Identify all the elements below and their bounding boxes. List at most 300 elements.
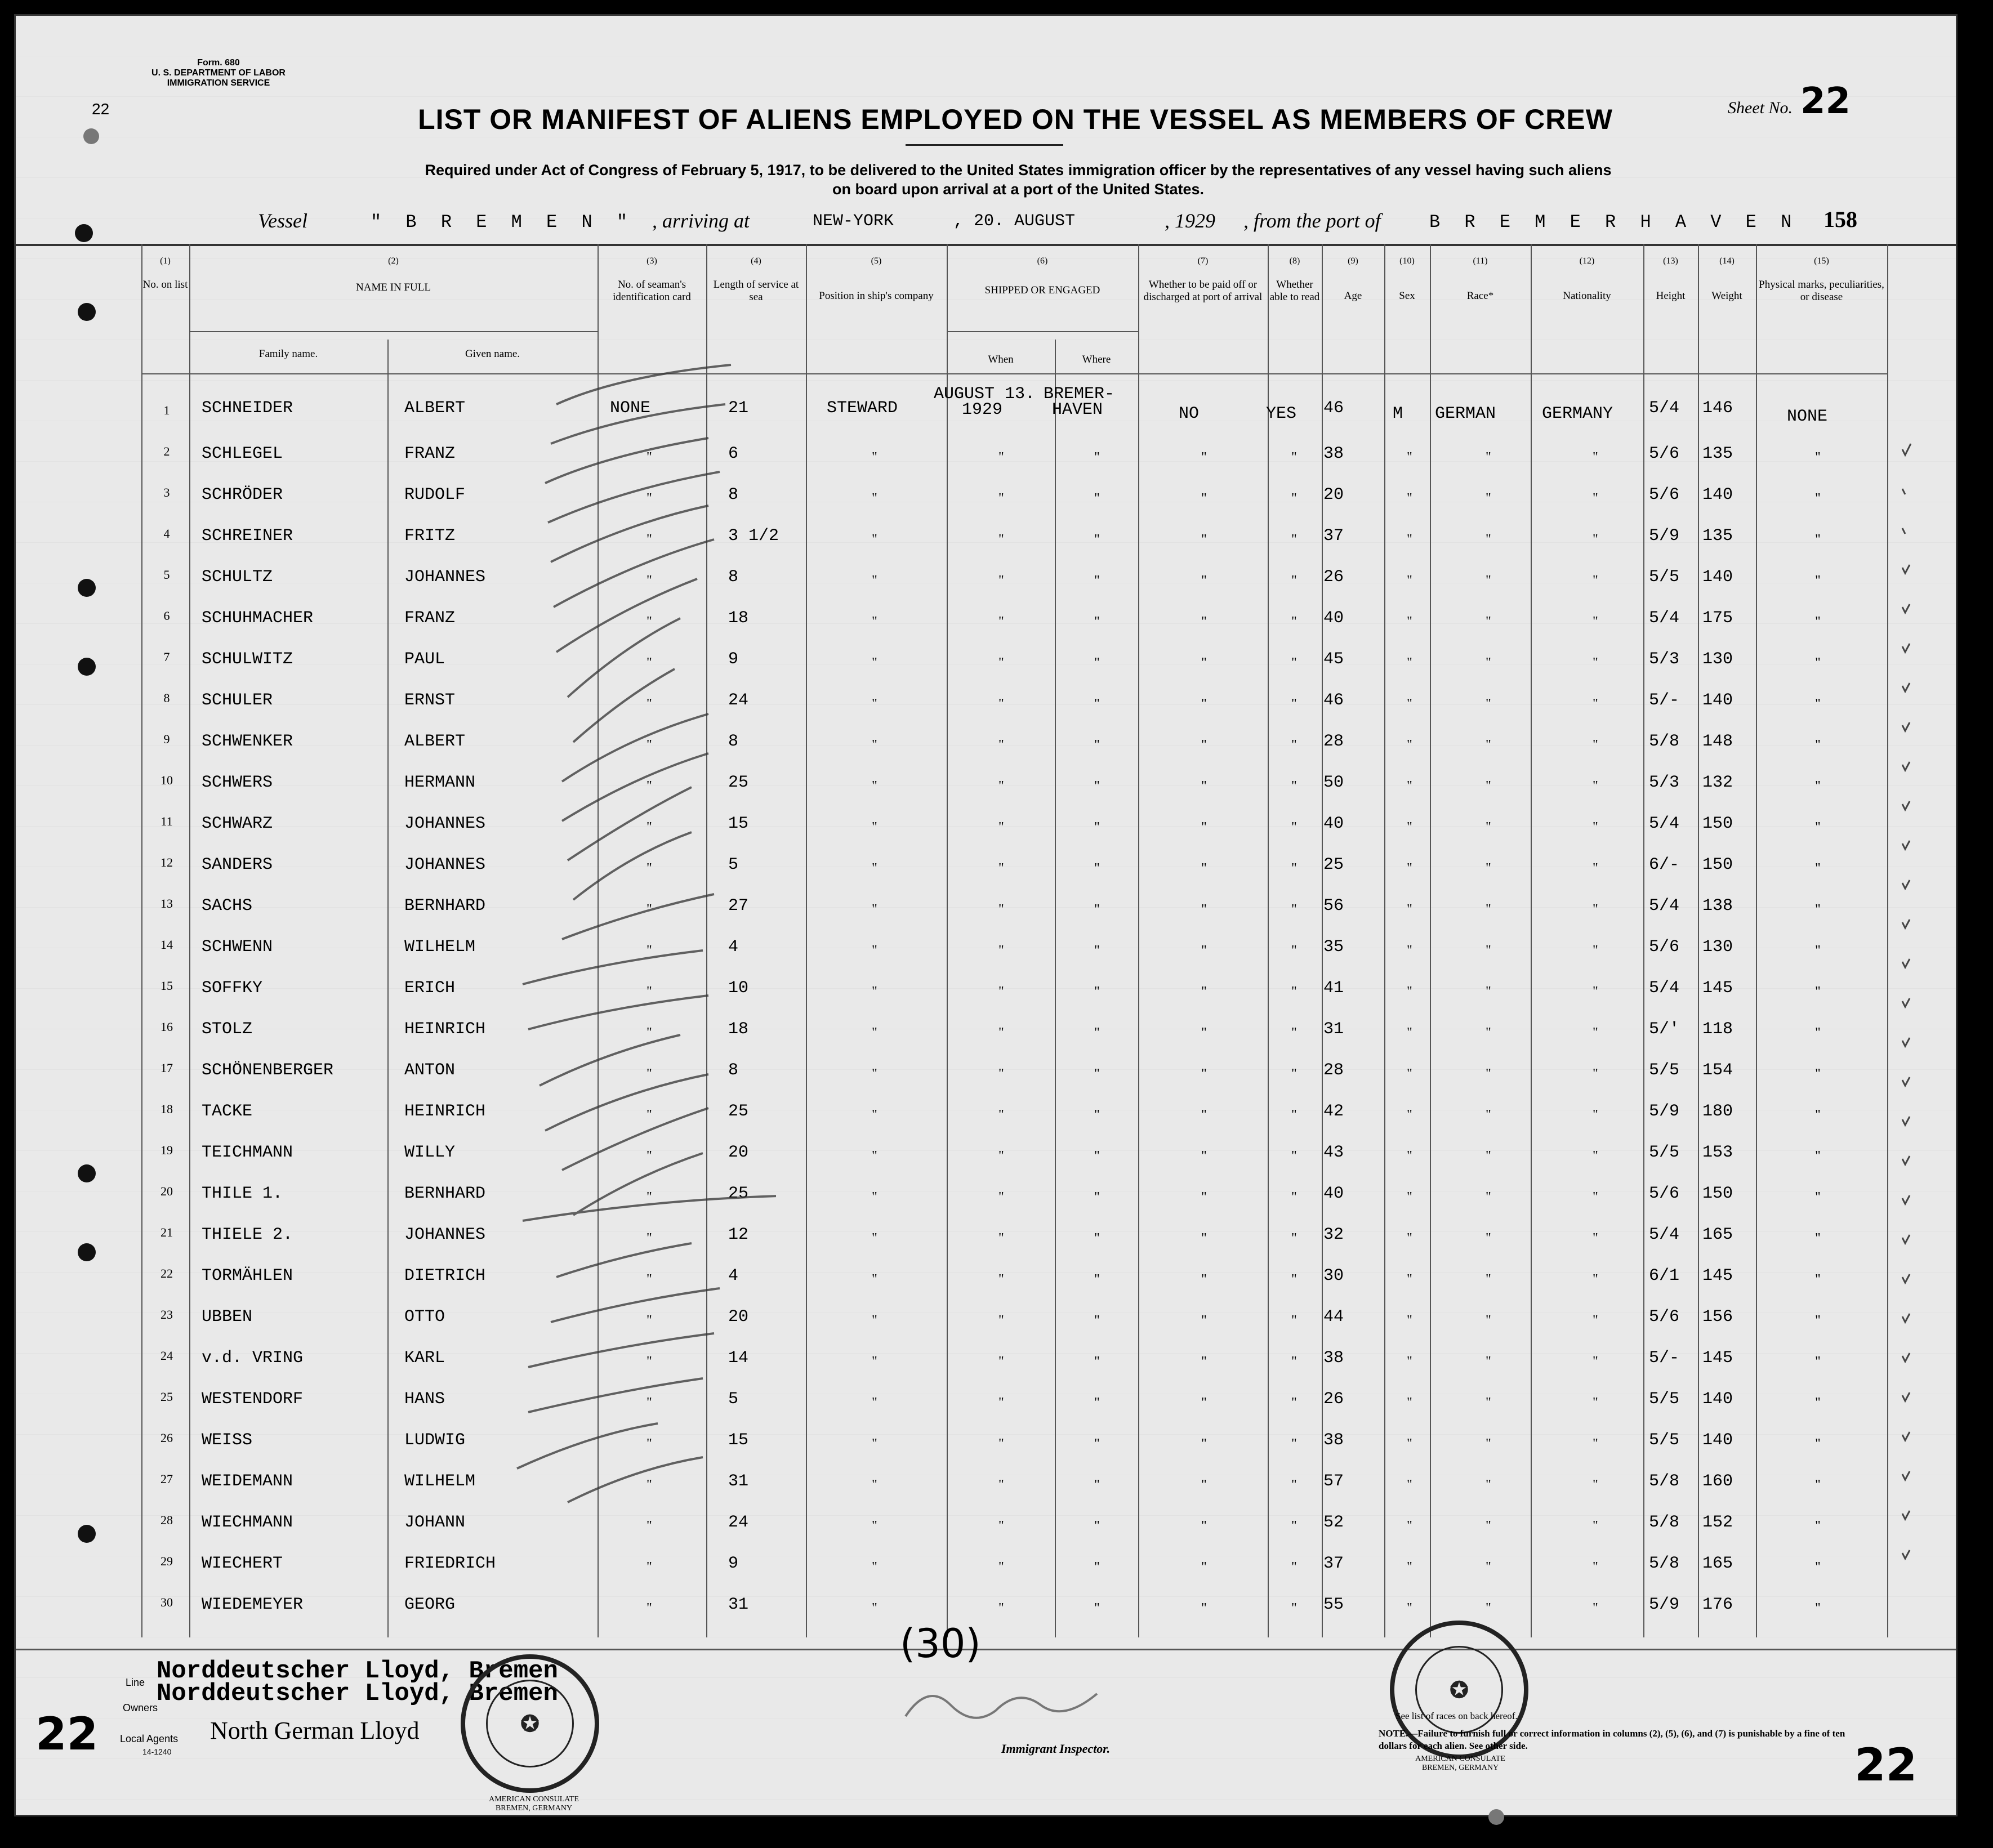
- table-row: [16, 1097, 1956, 1139]
- ditto-mark: ": [998, 1354, 1004, 1369]
- ditto-mark: ": [1201, 614, 1207, 629]
- ditto-mark: ": [1201, 532, 1207, 547]
- crew-height: 5/9: [1649, 1102, 1680, 1121]
- ditto-mark: ": [1094, 738, 1100, 752]
- crew-service: 15: [728, 814, 749, 833]
- ditto-mark: ": [1094, 984, 1100, 999]
- ditto-mark: ": [647, 1066, 652, 1081]
- crew-age: 46: [1323, 399, 1344, 418]
- table-row: [16, 686, 1956, 727]
- crew-age: 31: [1323, 1020, 1344, 1039]
- ditto-mark: ": [1486, 450, 1491, 465]
- vessel-name: " B R E M E N ": [371, 212, 635, 233]
- ditto-mark: ": [1407, 491, 1412, 506]
- ditto-mark: ": [1291, 861, 1297, 876]
- crew-age: 55: [1323, 1595, 1344, 1614]
- ditto-mark: ": [647, 738, 652, 752]
- ditto-mark: ": [872, 1066, 877, 1081]
- crew-family: THILE 1.: [202, 1184, 283, 1203]
- crew-height: 5/5: [1649, 568, 1680, 587]
- ditto-mark: ": [1291, 1149, 1297, 1163]
- ditto-mark: ": [1593, 1313, 1598, 1328]
- table-row: [16, 727, 1956, 769]
- ditto-mark: ": [1593, 984, 1598, 999]
- table-row: [16, 1426, 1956, 1467]
- ditto-mark: ": [1201, 1066, 1207, 1081]
- crew-no: 21: [160, 1225, 173, 1239]
- crew-service: 9: [728, 1554, 739, 1573]
- ditto-mark: ": [1094, 573, 1100, 588]
- ditto-mark: ": [1815, 1272, 1821, 1287]
- ditto-mark: ": [647, 1395, 652, 1410]
- form-info: [117, 58, 320, 88]
- crew-service: 20: [728, 1307, 749, 1327]
- ditto-mark: ": [872, 738, 877, 752]
- ditto-mark: ": [1291, 450, 1297, 465]
- ditto-mark: ": [1201, 1560, 1207, 1574]
- crew-weight: 165: [1702, 1225, 1733, 1244]
- ditto-mark: ": [872, 491, 877, 506]
- ditto-mark: ": [1094, 491, 1100, 506]
- ditto-mark: ": [998, 1395, 1004, 1410]
- crew-no: 24: [160, 1349, 173, 1363]
- ditto-mark: ": [872, 697, 877, 711]
- sheet-label: Sheet No.: [1728, 99, 1793, 117]
- crew-weight: 160: [1702, 1472, 1733, 1491]
- ditto-mark: ": [998, 943, 1004, 958]
- crew-service: 9: [728, 650, 739, 669]
- ditto-mark: ": [1593, 820, 1598, 834]
- ditto-mark: ": [1407, 1231, 1412, 1246]
- ditto-mark: ": [1094, 943, 1100, 958]
- crew-no: 11: [160, 814, 173, 828]
- punch-hole: [78, 303, 96, 321]
- ditto-mark: ": [1094, 697, 1100, 711]
- ditto-mark: ": [872, 1313, 877, 1328]
- sheet-value: 22: [1800, 81, 1851, 122]
- crew-height: 5/5: [1649, 1143, 1680, 1162]
- crew-height: 5/8: [1649, 1513, 1680, 1532]
- ditto-mark: ": [998, 1272, 1004, 1287]
- inspector-signature: [894, 1671, 1131, 1739]
- ditto-mark: ": [1593, 655, 1598, 670]
- crew-age: 37: [1323, 1554, 1344, 1573]
- crew-service: 8: [728, 1061, 739, 1080]
- crew-age: 50: [1323, 773, 1344, 792]
- ditto-mark: ": [1291, 1477, 1297, 1492]
- page-title: LIST OR MANIFEST OF ALIENS EMPLOYED ON THE VESSEL AS MEMBERS OF CREW: [418, 104, 1613, 135]
- table-row: [16, 1550, 1956, 1591]
- ditto-mark: ": [1593, 738, 1598, 752]
- ditto-mark: ": [1094, 1066, 1100, 1081]
- ditto-mark: ": [1291, 1560, 1297, 1574]
- crew-age: 45: [1323, 650, 1344, 669]
- ditto-mark: ": [1407, 902, 1412, 917]
- crew-no: 19: [160, 1143, 173, 1157]
- crew-service: 10: [728, 979, 749, 998]
- manifest-number: 158: [1823, 207, 1857, 232]
- ditto-mark: ": [872, 1560, 877, 1574]
- ditto-mark: ": [1593, 902, 1598, 917]
- page-mark: 22: [92, 100, 110, 118]
- crew-family: TORMÄHLEN: [202, 1266, 293, 1285]
- ditto-mark: ": [1815, 491, 1821, 506]
- crew-weight: 150: [1702, 814, 1733, 833]
- crew-age: 25: [1323, 855, 1344, 874]
- subtitle: [297, 160, 1739, 199]
- ditto-mark: ": [872, 984, 877, 999]
- crew-no: 1: [163, 403, 170, 417]
- crew-given: OTTO: [404, 1307, 445, 1327]
- ditto-mark: ": [647, 1149, 652, 1163]
- ditto-mark: ": [872, 1149, 877, 1163]
- table-row: [16, 1344, 1956, 1385]
- crew-age: 40: [1323, 609, 1344, 628]
- crew-given: WILHELM: [404, 938, 476, 957]
- ditto-mark: ": [1201, 1313, 1207, 1328]
- crew-age: 57: [1323, 1472, 1344, 1491]
- ditto-mark: ": [1815, 1231, 1821, 1246]
- ditto-mark: ": [1593, 532, 1598, 547]
- ditto-mark: ": [1815, 1025, 1821, 1040]
- table-row: [16, 1591, 1956, 1632]
- ditto-mark: ": [1486, 1149, 1491, 1163]
- crew-weight: 150: [1702, 855, 1733, 874]
- crew-service: 5: [728, 855, 739, 874]
- crew-service: 14: [728, 1349, 749, 1368]
- ditto-mark: ": [1291, 943, 1297, 958]
- crew-height: 5/8: [1649, 1472, 1680, 1491]
- ditto-mark: ": [1094, 1395, 1100, 1410]
- ditto-mark: ": [1291, 1066, 1297, 1081]
- crew-no: 16: [160, 1020, 173, 1034]
- ditto-mark: ": [1486, 1354, 1491, 1369]
- col-header-where: Where: [1082, 354, 1111, 365]
- ditto-mark: ": [1094, 1272, 1100, 1287]
- crew-family: SCHÖNENBERGER: [202, 1061, 334, 1080]
- ditto-mark: ": [872, 1272, 877, 1287]
- ditto-mark: ": [1291, 1025, 1297, 1040]
- ditto-mark: ": [1593, 491, 1598, 506]
- ditto-mark: ": [1094, 1354, 1100, 1369]
- ditto-mark: ": [1291, 697, 1297, 711]
- ditto-mark: ": [1815, 1190, 1821, 1204]
- ditto-mark: ": [1094, 1601, 1100, 1615]
- crew-height: 5/6: [1649, 938, 1680, 957]
- crew-height: 5/4: [1649, 814, 1680, 833]
- title-rule: [906, 144, 1063, 146]
- ditto-mark: ": [1407, 984, 1412, 999]
- ditto-mark: ": [647, 450, 652, 465]
- ditto-mark: ": [1815, 779, 1821, 793]
- ditto-mark: ": [647, 1025, 652, 1040]
- ditto-mark: ": [998, 1313, 1004, 1328]
- ditto-mark: ": [1593, 1560, 1598, 1574]
- ditto-mark: ": [1593, 573, 1598, 588]
- ditto-mark: ": [1815, 1601, 1821, 1615]
- crew-weight: 154: [1702, 1061, 1733, 1080]
- col-header-read: (8) Whether able to read: [1269, 256, 1320, 303]
- ditto-mark: ": [1094, 532, 1100, 547]
- table-row: [16, 481, 1956, 522]
- ditto-mark: ": [1201, 1477, 1207, 1492]
- crew-height: 6/1: [1649, 1266, 1680, 1285]
- crew-given: FRANZ: [404, 609, 456, 628]
- col-header-race: (11) Race*: [1466, 256, 1494, 302]
- eagle-seal-icon: ✪: [1415, 1646, 1503, 1734]
- ditto-mark: ": [1094, 1108, 1100, 1122]
- ditto-mark: ": [1593, 1108, 1598, 1122]
- ditto-mark: ": [1486, 1025, 1491, 1040]
- ditto-mark: ": [1593, 861, 1598, 876]
- crew-age: 20: [1323, 485, 1344, 505]
- crew-given: HERMANN: [404, 773, 476, 792]
- stamp-left-text: AMERICAN CONSULATE BREMEN, GERMANY: [489, 1795, 579, 1813]
- crew-given: HANS: [404, 1390, 445, 1409]
- ditto-mark: ": [1815, 1477, 1821, 1492]
- ditto-mark: ": [998, 655, 1004, 670]
- crew-given: PAUL: [404, 650, 445, 669]
- ditto-mark: ": [1486, 1066, 1491, 1081]
- ditto-mark: ": [1094, 655, 1100, 670]
- ditto-mark: ": [872, 532, 877, 547]
- crew-given: KARL: [404, 1349, 445, 1368]
- crew-given: GEORG: [404, 1595, 456, 1614]
- crew-no: 10: [160, 773, 173, 787]
- ditto-mark: ": [1291, 1272, 1297, 1287]
- col-header-name: (2) NAME IN FULL: [356, 256, 431, 293]
- owners-value: Norddeutscher Lloyd, Bremen: [157, 1680, 558, 1708]
- col-header-position: (5) Position in ship's company: [819, 256, 934, 302]
- crew-family: v.d. VRING: [202, 1349, 304, 1368]
- ditto-mark: ": [647, 1313, 652, 1328]
- table-row: [16, 1139, 1956, 1180]
- crew-height: 5/4: [1649, 399, 1680, 418]
- ditto-mark: ": [647, 532, 652, 547]
- crew-no: 8: [163, 691, 170, 705]
- crew-no: 22: [160, 1266, 173, 1280]
- ditto-mark: ": [998, 1108, 1004, 1122]
- ditto-mark: ": [1407, 1519, 1412, 1533]
- crew-given: FRANZ: [404, 444, 456, 463]
- crew-no: 13: [160, 896, 173, 910]
- owners-label: Owners: [123, 1702, 158, 1713]
- ditto-mark: ": [1593, 1149, 1598, 1163]
- crew-weight: 152: [1702, 1513, 1733, 1532]
- ditto-mark: ": [1815, 943, 1821, 958]
- ditto-mark: ": [1407, 1354, 1412, 1369]
- ditto-mark: ": [872, 573, 877, 588]
- ditto-mark: ": [1094, 861, 1100, 876]
- col-header-given: Given name.: [465, 348, 520, 360]
- crew-family: WEISS: [202, 1431, 253, 1450]
- crew-weight: 135: [1702, 444, 1733, 463]
- ditto-mark: ": [998, 1477, 1004, 1492]
- crew-given: DIETRICH: [404, 1266, 486, 1285]
- crew-age: 38: [1323, 444, 1344, 463]
- from-label: , from the port of: [1243, 209, 1381, 232]
- ditto-mark: ": [872, 1436, 877, 1451]
- ditto-mark: ": [1593, 1272, 1598, 1287]
- crew-service: 24: [728, 1513, 749, 1532]
- ditto-mark: ": [1201, 491, 1207, 506]
- ditto-mark: ": [1486, 738, 1491, 752]
- sex-value: M: [1393, 404, 1403, 423]
- where-value-2: HAVEN: [1052, 400, 1103, 419]
- ditto-mark: ": [1291, 902, 1297, 917]
- crew-family: SCHULER: [202, 691, 273, 710]
- crew-family: THIELE 2.: [202, 1225, 293, 1244]
- ditto-mark: ": [1593, 1025, 1598, 1040]
- ditto-mark: ": [1407, 1477, 1412, 1492]
- ditto-mark: ": [1201, 1601, 1207, 1615]
- ditto-mark: ": [1815, 902, 1821, 917]
- col-header-service: (4) Length of service at sea: [713, 256, 799, 303]
- ditto-mark: ": [647, 1601, 652, 1615]
- crew-weight: 140: [1702, 485, 1733, 505]
- ditto-mark: ": [647, 1354, 652, 1369]
- ditto-mark: ": [1486, 902, 1491, 917]
- table-row: [16, 892, 1956, 933]
- ditto-mark: ": [998, 902, 1004, 917]
- ditto-mark: ": [1486, 1601, 1491, 1615]
- crew-given: ALBERT: [404, 732, 466, 751]
- right-margin-ticks: [1885, 432, 1919, 1615]
- where-value: BREMER-: [1044, 385, 1115, 404]
- crew-no: 15: [160, 979, 173, 993]
- nationality-value: GERMANY: [1542, 404, 1613, 423]
- crew-weight: 148: [1702, 732, 1733, 751]
- crew-family: SCHULTZ: [202, 568, 273, 587]
- ditto-mark: ": [1486, 1190, 1491, 1204]
- table-row: [16, 810, 1956, 851]
- crew-service: 31: [728, 1472, 749, 1491]
- line-value: Norddeutscher Lloyd, Bremen: [157, 1657, 558, 1685]
- ditto-mark: ": [998, 779, 1004, 793]
- arriving-label: , arriving at: [652, 209, 750, 232]
- crew-family: UBBEN: [202, 1307, 253, 1327]
- ditto-mark: ": [872, 1108, 877, 1122]
- ditto-mark: ": [1815, 1354, 1821, 1369]
- ditto-mark: ": [1407, 450, 1412, 465]
- crew-family: SOFFKY: [202, 979, 263, 998]
- crew-no: 23: [160, 1307, 173, 1322]
- ditto-mark: ": [1407, 779, 1412, 793]
- ditto-mark: ": [1815, 1066, 1821, 1081]
- crew-age: 40: [1323, 1184, 1344, 1203]
- crew-no: 14: [160, 938, 173, 952]
- ditto-mark: ": [1094, 1025, 1100, 1040]
- crew-weight: 145: [1702, 1349, 1733, 1368]
- ditto-mark: ": [647, 984, 652, 999]
- crew-service: 24: [728, 691, 749, 710]
- ditto-mark: ": [1407, 1025, 1412, 1040]
- ditto-mark: ": [1201, 861, 1207, 876]
- crew-age: 38: [1323, 1431, 1344, 1450]
- crew-age: 43: [1323, 1143, 1344, 1162]
- crew-weight: 176: [1702, 1595, 1733, 1614]
- crew-no: 12: [160, 855, 173, 869]
- ditto-mark: ": [1201, 1272, 1207, 1287]
- ditto-mark: ": [1407, 1190, 1412, 1204]
- table-row: [16, 1015, 1956, 1056]
- ditto-mark: ": [1201, 655, 1207, 670]
- col-header-shipped: (6) SHIPPED OR ENGAGED: [984, 256, 1100, 296]
- marks-value: NONE: [1787, 407, 1828, 426]
- table-row: [16, 1262, 1956, 1303]
- ditto-mark: ": [872, 1601, 877, 1615]
- punch-hole: [83, 128, 99, 144]
- crew-given: JOHANNES: [404, 814, 486, 833]
- ditto-mark: ": [1291, 1354, 1297, 1369]
- crew-weight: 138: [1702, 896, 1733, 916]
- crew-service: 4: [728, 1266, 739, 1285]
- table-row: [16, 974, 1956, 1015]
- crew-given: ERICH: [404, 979, 456, 998]
- crew-weight: 140: [1702, 568, 1733, 587]
- crew-no: 2: [163, 444, 170, 458]
- stamp-right-text: AMERICAN CONSULATE BREMEN, GERMANY: [1415, 1755, 1505, 1772]
- ditto-mark: ": [1486, 820, 1491, 834]
- ditto-mark: ": [1291, 820, 1297, 834]
- ditto-mark: ": [647, 1231, 652, 1246]
- ditto-mark: ": [1291, 573, 1297, 588]
- ditto-mark: ": [1593, 1354, 1598, 1369]
- crew-weight: 130: [1702, 650, 1733, 669]
- arrival-year: , 1929: [1165, 209, 1215, 232]
- ditto-mark: ": [1201, 450, 1207, 465]
- ditto-mark: ": [1291, 1601, 1297, 1615]
- ditto-mark: ": [1094, 902, 1100, 917]
- ditto-mark: ": [1201, 697, 1207, 711]
- ditto-mark: ": [1201, 1354, 1207, 1369]
- ditto-mark: ": [1486, 532, 1491, 547]
- note-top: See list of races on back hereof.: [1395, 1711, 1518, 1721]
- crew-weight: 165: [1702, 1554, 1733, 1573]
- crew-family: SCHWENKER: [202, 732, 293, 751]
- crew-age: 44: [1323, 1307, 1344, 1327]
- crew-given: ALBERT: [404, 399, 466, 418]
- ditto-mark: ": [1407, 697, 1412, 711]
- crew-given: JOHANN: [404, 1513, 466, 1532]
- ditto-mark: ": [1593, 943, 1598, 958]
- col-header-family: Family name.: [258, 348, 318, 360]
- crew-age: 41: [1323, 979, 1344, 998]
- crew-weight: 153: [1702, 1143, 1733, 1162]
- crew-given: HEINRICH: [404, 1020, 486, 1039]
- ditto-mark: ": [1593, 450, 1598, 465]
- crew-service: 5: [728, 1390, 739, 1409]
- ditto-mark: ": [1407, 1395, 1412, 1410]
- ditto-mark: ": [647, 820, 652, 834]
- crew-given: BERNHARD: [404, 1184, 486, 1203]
- crew-height: 5/5: [1649, 1061, 1680, 1080]
- table-row: [16, 851, 1956, 892]
- crew-no: 26: [160, 1431, 173, 1445]
- crew-weight: 135: [1702, 526, 1733, 546]
- ditto-mark: ": [1201, 1190, 1207, 1204]
- ditto-mark: ": [1291, 614, 1297, 629]
- line-label: Line: [126, 1677, 145, 1688]
- ditto-mark: ": [872, 655, 877, 670]
- col-header-no: (1) No. on list: [142, 256, 188, 291]
- when-year-value: 1929: [962, 400, 1003, 419]
- ditto-mark: ": [1407, 1560, 1412, 1574]
- crew-given: RUDOLF: [404, 485, 466, 505]
- ditto-mark: ": [1407, 1108, 1412, 1122]
- when-value: AUGUST 13.: [934, 385, 1036, 404]
- form-code: 14-1240: [142, 1747, 172, 1756]
